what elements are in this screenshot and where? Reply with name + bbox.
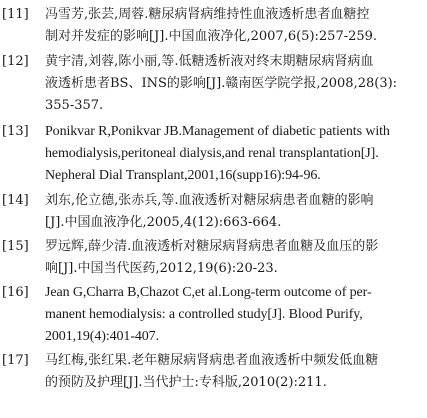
reference-number: [16]	[2, 285, 29, 300]
reference-number: [13]	[2, 124, 29, 139]
reference-line: 的预防及护理[J].当代护士:专科版,2010(2):211.	[45, 375, 327, 390]
reference-number: [14]	[2, 193, 29, 208]
reference-line: 制对并发症的影响[J].中国血液净化,2007,6(5):257-259.	[45, 29, 378, 44]
reference-line: Jean G,Charra B,Chazot C,et al.Long-term outcome of per-	[45, 285, 372, 300]
reference-number: [17]	[2, 353, 29, 368]
reference-line: 黄宇清,刘蓉,陈小丽,等.低糖透析液对终末期糖尿病肾病血	[45, 54, 374, 69]
reference-line: 355-357.	[45, 98, 104, 113]
reference-line: 刘东,伦立德,张赤兵,等.血液透析对糖尿病患者血糖的影响	[45, 193, 374, 208]
reference-line: manent hemodialysis: a controlled study[J]. Blood Purify,	[45, 307, 363, 322]
reference-line: 响[J].中国当代医药,2012,19(6):20-23.	[45, 261, 278, 276]
reference-line: 冯雪芳,张芸,周蓉.糖尿病肾病维持性血液透析患者血糖控	[45, 7, 370, 22]
reference-line: 液透析患者BS、INS的影响[J].赣南医学院学报,2008,28(3):	[45, 76, 398, 91]
reference-number: [15]	[2, 239, 29, 254]
reference-text	[45, 282, 425, 348]
reference-text	[45, 4, 425, 48]
reference-number: [11]	[2, 7, 29, 22]
reference-number: [12]	[2, 54, 29, 69]
reference-line: Nepheral Dial Transplant,2001,16(supp16):94-96.	[45, 168, 321, 183]
reference-text	[45, 350, 425, 394]
reference-line: hemodialysis,peritoneal dialysis,and renal transplantation[J].	[45, 146, 379, 161]
reference-line: [J].中国血液净化,2005,4(12):663-664.	[45, 215, 282, 230]
reference-line: 罗远辉,薛少清.血液透析对糖尿病肾病患者血糖及血压的影	[45, 239, 379, 254]
reference-line: 2001,19(4):401-407.	[45, 329, 159, 344]
reference-text	[45, 190, 425, 234]
reference-text	[45, 51, 425, 117]
reference-line: 马红梅,张红果.老年糖尿病肾病患者血液透析中频发低血糖	[45, 353, 379, 368]
reference-line: Ponikvar R,Ponikvar JB.Management of diabetic patients with	[45, 124, 390, 139]
reference-text	[45, 236, 425, 280]
reference-text	[45, 121, 425, 187]
